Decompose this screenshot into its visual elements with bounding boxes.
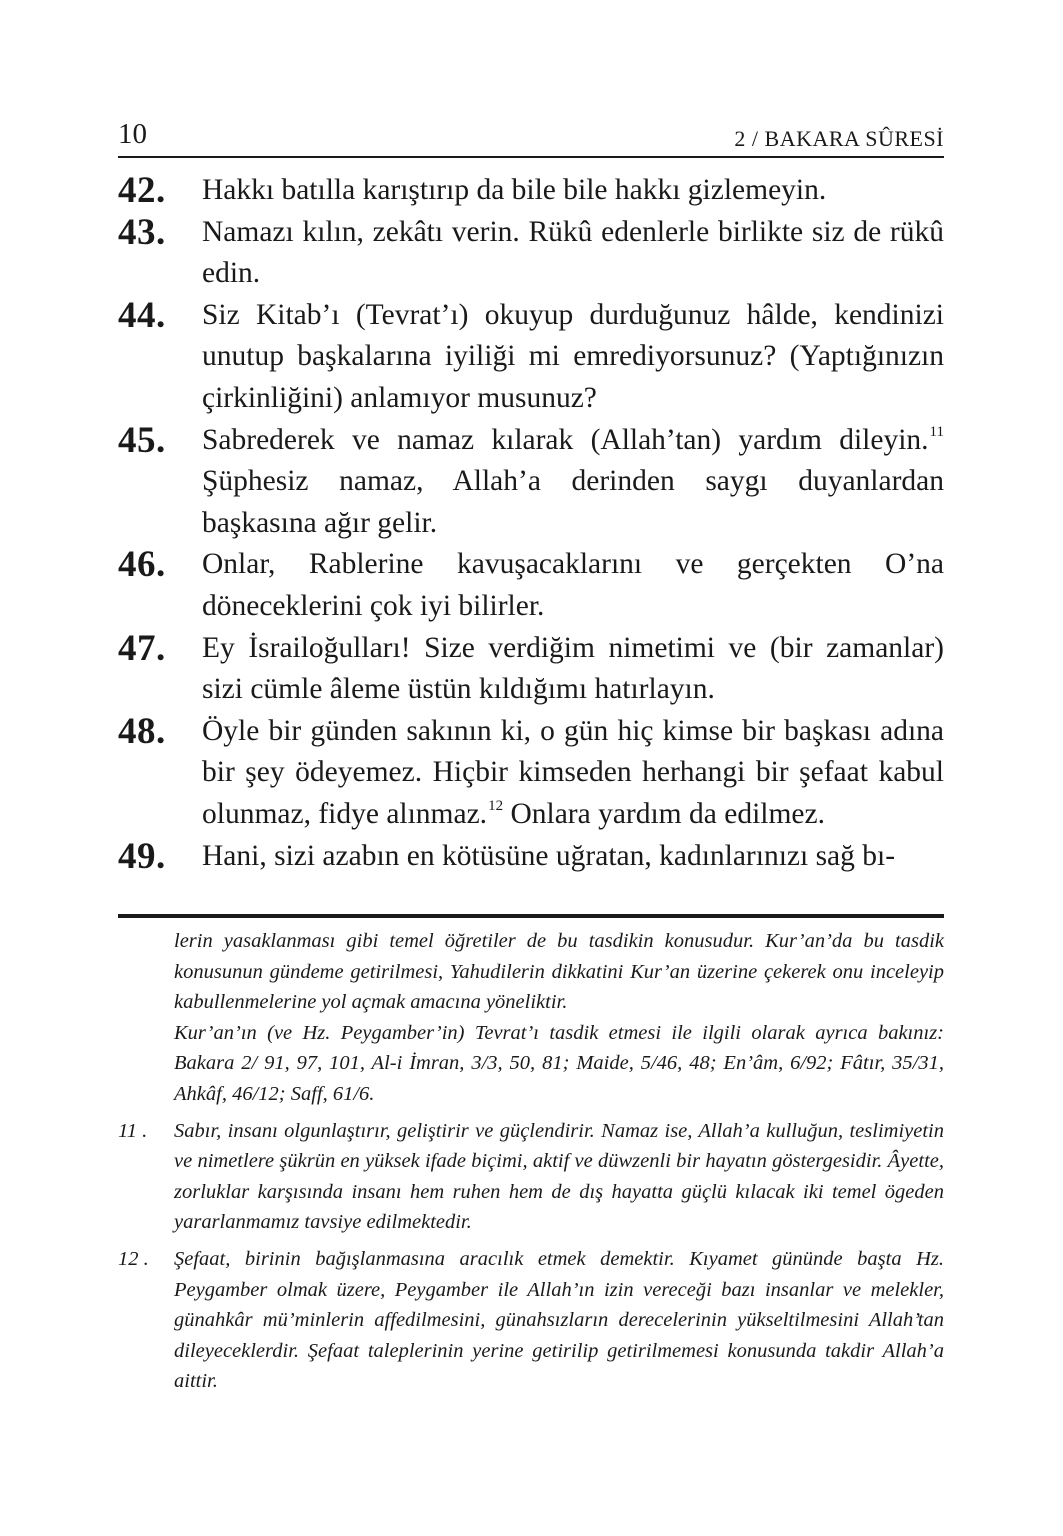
verse-43 [118, 212, 944, 295]
verse-text: Siz Kitab’ı (Tevrat’ı) okuyup durduğunuz hâlde, kendinizi unutup başkalarına iyiliği mi emrediyorsunuz? (Yaptığınızın çirkinliğini) anlamıyor musunuz? [202, 298, 944, 414]
footnote-divider [118, 914, 944, 918]
footnote-12 [118, 1244, 944, 1397]
footnote-ref-11[interactable]: 11 [929, 423, 944, 440]
verse-44 [118, 295, 944, 420]
running-head: 2 / BAKARA SÛRESİ [734, 126, 944, 151]
footnotes [118, 926, 944, 1397]
verse-number: 44. [118, 294, 166, 336]
footnote-continued-text-2: Kur’an’ın (ve Hz. Peygamber’in) Tevrat’ı tasdik etmesi ile ilgili olarak ayrıca bakınız: Bakara 2/ 91, 97, 101, Al-i İmran, 3/3, 50, 81; Maide, 5/46, 48; En’âm, 6/92; Fâtır, 35/31, Ahkâf, 46/12; Saff, 61/6. [174, 1021, 944, 1105]
footnote-text: Sabır, insanı olgunlaştırır, geliştirir ve güçlendirir. Namaz ise, Allah’a kulluğun, teslimiyetin ve nimetlere şükrün en yüksek ifade biçimi, aktif ve düwzenli bir hayatın göstergesidir. Âyette, zorluklar karşısında insanı hem ruhen hem de dış hayatta güçlü kılacak iki temel ögeden yararlanmamız tavsiye edilmektedir. [174, 1119, 944, 1234]
verse-47 [118, 628, 944, 711]
verse-text: Ey İsrailoğulları! Size verdiğim nimetimi ve (bir zamanlar) sizi cümle âleme üstün kıldığımı hatırlayın. [202, 631, 944, 706]
verse-text: Sabrederek ve namaz kılarak (Allah’tan) yardım dileyin. [202, 423, 929, 456]
footnote-11 [118, 1116, 944, 1238]
footnote-continued [118, 926, 944, 1110]
verse-text: Hakkı batılla karıştırıp da bile bile hakkı gizlemeyin. [202, 174, 827, 206]
verse-number: 43. [118, 211, 166, 253]
verse-number: 48. [118, 710, 166, 752]
verse-49 [118, 836, 944, 878]
verse-number: 42. [118, 170, 166, 211]
verse-text: Hani, sizi azabın en kötüsüne uğratan, kadınlarınızı sağ bı- [202, 839, 896, 872]
verse-number: 49. [118, 835, 166, 877]
verse-number: 46. [118, 544, 166, 586]
verse-text: Öyle bir günden sakının ki, o gün hiç kimse bir başkası adına bir şey ödeyemez. Hiçbir kimseden herhangi bir şefaat kabul olunmaz, fidye alınmaz. [202, 714, 944, 830]
footnote-continued-text-1: lerin yasaklanması gibi temel öğretiler de bu tasdikin konusudur. Kur’an’da bu tasdik konusunun gündeme getirilmesi, Yahudilerin dikkatini Kur’an üzerine çekerek onu inceleyip kabullenmelerine yol açmak amacına yöneliktir. [174, 930, 944, 1014]
footnote-label: 11 . [118, 1119, 148, 1142]
verse-45 [118, 420, 944, 545]
verse-list [118, 170, 944, 877]
verse-text-continued: Onlara yardım da edilmez. [503, 797, 825, 830]
verse-number: 45. [118, 419, 166, 461]
footnote-ref-12[interactable]: 12 [488, 797, 504, 814]
verse-42 [118, 170, 944, 212]
verse-text: Namazı kılın, zekâtı verin. Rükû edenlerle birlikte siz de rükû edin. [202, 215, 944, 290]
page-number: 10 [118, 118, 147, 150]
verse-number: 47. [118, 627, 166, 669]
page-header [118, 118, 944, 158]
verse-48 [118, 711, 944, 836]
footnote-text: Şefaat, birinin bağışlanmasına aracılık etmek demektir. Kıyamet gününde başta Hz. Peygamber olmak üzere, Peygamber ile Allah’ın izin vereceği bazı insanlar ve melekler, günahkâr mü’minlerin affedilmesini, günahsızların derecelerinin yükseltilmesini Allah’tan dileyeceklerdir. Şefaat taleplerinin yerine getirilip getirilmemesi konusunda takdir Allah’a aittir. [174, 1247, 944, 1393]
verse-46 [118, 544, 944, 627]
verse-text-continued: Şüphesiz namaz, Allah’a derinden saygı duyanlardan başkasına ağır gelir. [202, 465, 944, 539]
verse-text: Onlar, Rablerine kavuşacaklarını ve gerçekten O’na döneceklerini çok iyi bilirler. [202, 548, 944, 622]
footnote-label: 12 . [118, 1247, 149, 1270]
